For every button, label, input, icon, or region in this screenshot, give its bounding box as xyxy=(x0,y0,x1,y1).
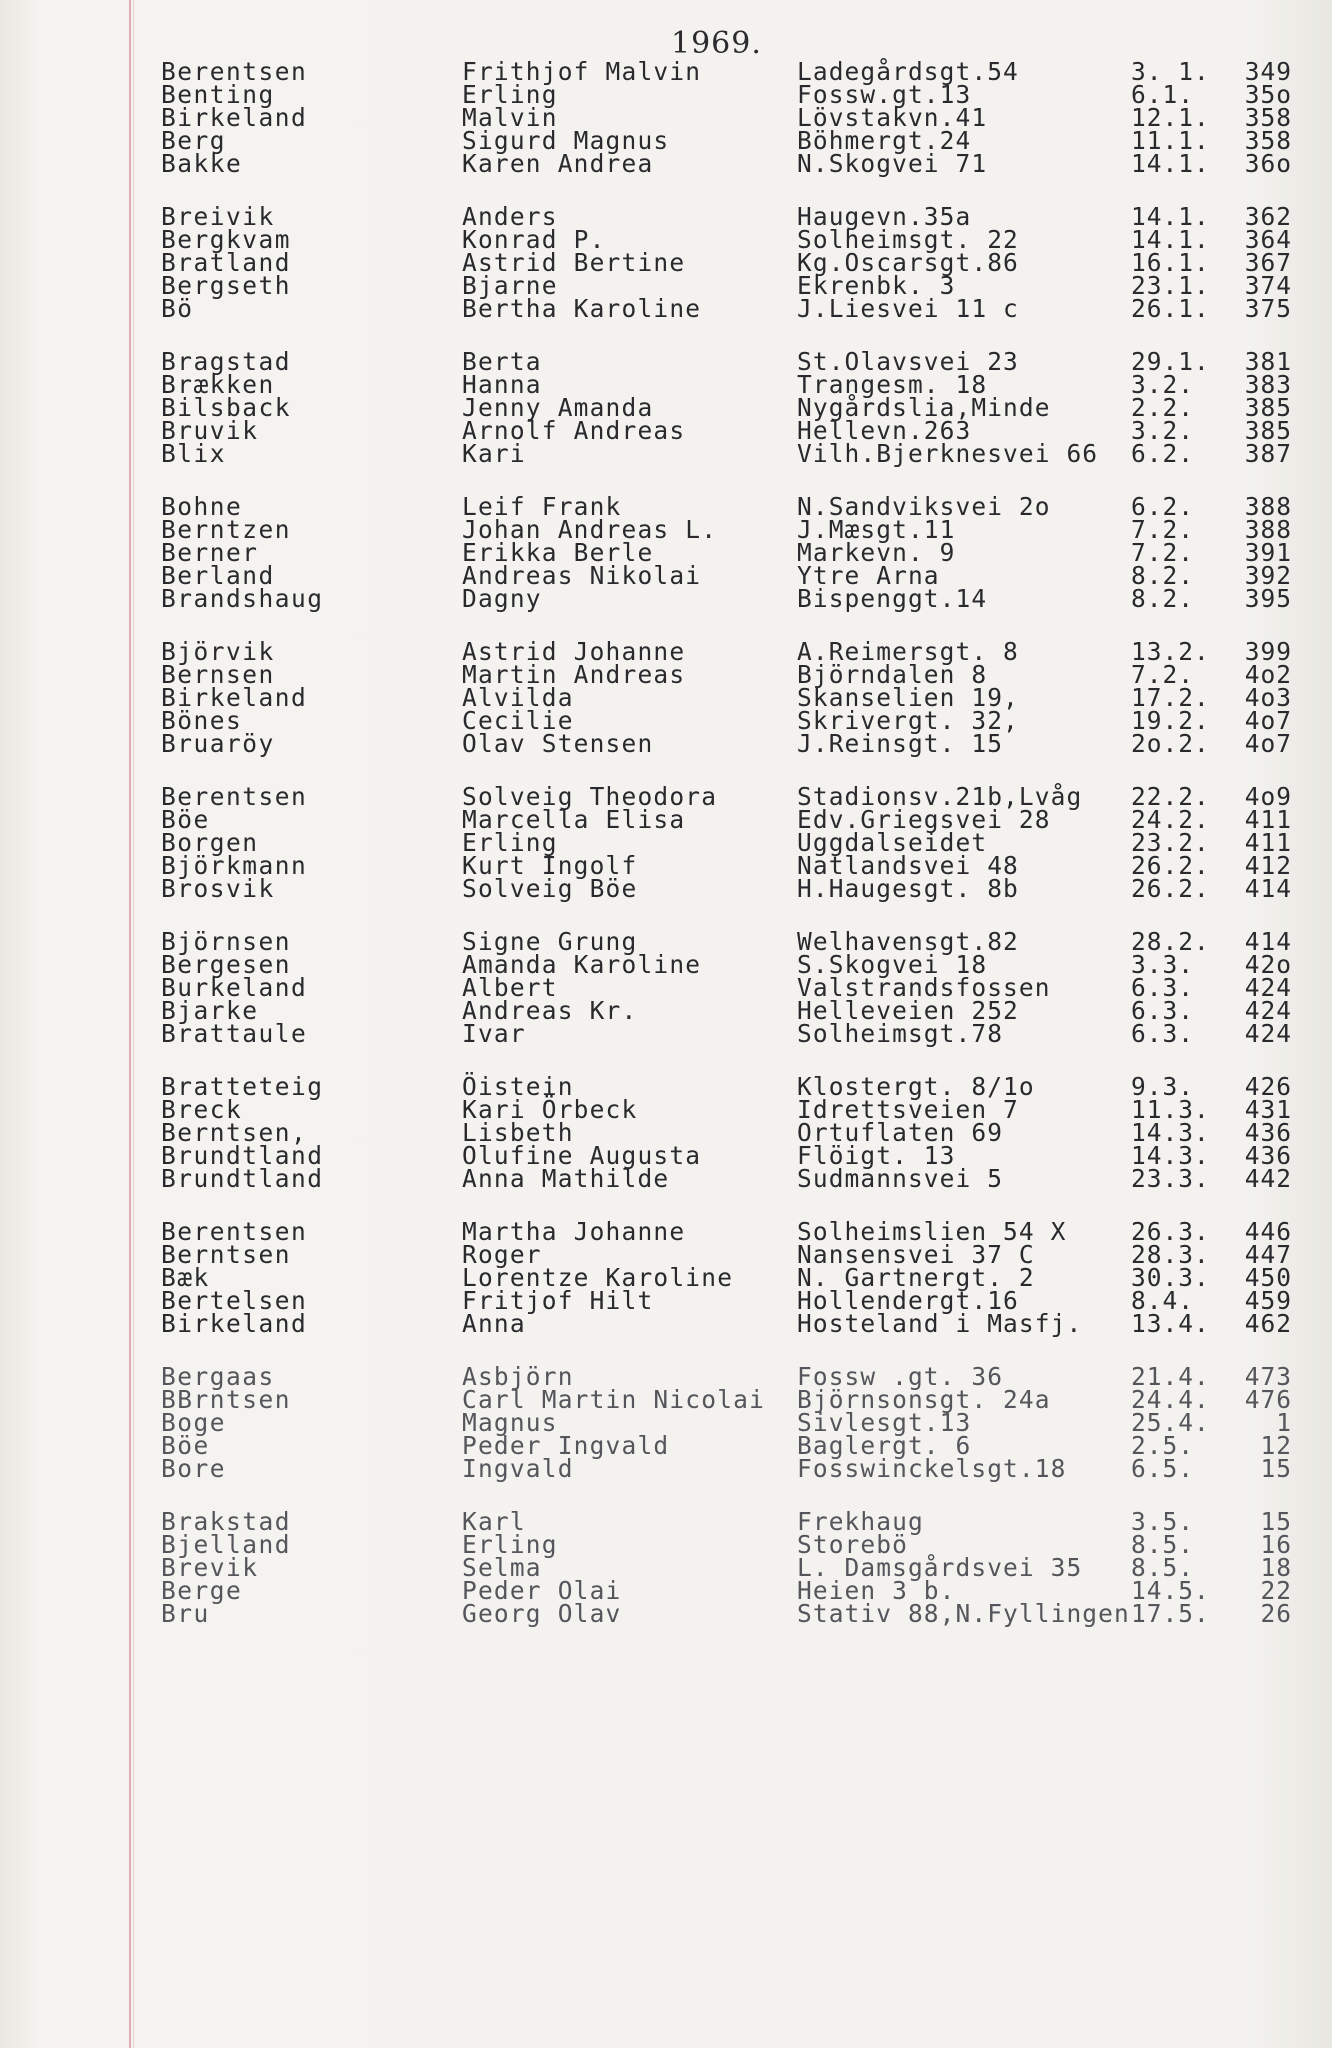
date-cell: 8.5. xyxy=(1131,1553,1195,1582)
address-cell: Klostergt. 8/1o xyxy=(797,1072,1035,1101)
address-cell: Haugevn.35a xyxy=(797,202,972,231)
surname-cell: Bjelland xyxy=(161,1530,292,1559)
entry-number-cell: 391 xyxy=(1244,538,1292,567)
date-cell: 6.2. xyxy=(1131,439,1195,468)
given-names-cell: Lorentze Karoline xyxy=(462,1263,734,1292)
surname-cell: Berentsen xyxy=(161,782,308,811)
date-cell: 3.2. xyxy=(1131,416,1195,445)
entry-number-cell: 424 xyxy=(1244,996,1292,1025)
date-cell: 14.3. xyxy=(1131,1141,1210,1170)
date-cell: 9.3. xyxy=(1131,1072,1195,1101)
surname-cell: Birkeland xyxy=(161,1309,308,1338)
page-year-heading: 1969. xyxy=(671,26,762,61)
entry-number-cell: 387 xyxy=(1244,439,1292,468)
surname-cell: Bæk xyxy=(161,1263,210,1292)
given-names-cell: Anna Mathilde xyxy=(462,1164,670,1193)
surname-cell: Bergaas xyxy=(161,1362,275,1391)
date-cell: 21.4. xyxy=(1131,1362,1210,1391)
date-cell: 2o.2. xyxy=(1131,729,1210,758)
surname-cell: Berentsen xyxy=(161,57,308,86)
entry-number-cell: 4o9 xyxy=(1244,782,1292,811)
address-cell: Uggdalseidet xyxy=(797,828,988,857)
entry-number-cell: 473 xyxy=(1244,1362,1292,1391)
given-names-cell: Konrad P. xyxy=(462,225,606,254)
entry-number-cell: 436 xyxy=(1244,1141,1292,1170)
address-cell: N.Sandviksvei 2o xyxy=(797,492,1051,521)
entry-number-cell: 399 xyxy=(1244,637,1292,666)
given-names-cell: Amanda Karoline xyxy=(462,950,702,979)
entry-number-cell: 349 xyxy=(1244,57,1292,86)
surname-cell: Björkmann xyxy=(161,851,308,880)
date-cell: 8.2. xyxy=(1131,561,1195,590)
entry-number-cell: 412 xyxy=(1244,851,1292,880)
surname-cell: Brakstad xyxy=(161,1507,292,1536)
given-names-cell: Dagny xyxy=(462,584,542,613)
given-names-cell: Asbjörn xyxy=(462,1362,574,1391)
date-cell: 6.3. xyxy=(1131,1019,1195,1048)
surname-cell: Berntsen, xyxy=(161,1118,308,1147)
address-cell: Idrettsveien 7 xyxy=(797,1095,1019,1124)
address-cell: Storebö xyxy=(797,1530,908,1559)
entry-number-cell: 442 xyxy=(1244,1164,1292,1193)
surname-cell: Bjarke xyxy=(161,996,259,1025)
date-cell: 3.5. xyxy=(1131,1507,1195,1536)
surname-cell: Bönes xyxy=(161,706,243,735)
surname-cell: Boge xyxy=(161,1408,227,1437)
date-cell: 26.2. xyxy=(1131,874,1210,903)
date-cell: 11.3. xyxy=(1131,1095,1210,1124)
address-cell: Ortuflaten 69 xyxy=(797,1118,1004,1147)
given-names-cell: Öistein xyxy=(462,1072,574,1101)
given-names-cell: Bertha Karoline xyxy=(462,294,702,323)
address-cell: J.Liesvei 11 c xyxy=(797,294,1019,323)
entry-number-cell: 381 xyxy=(1244,347,1292,376)
ledger-row xyxy=(0,874,1332,904)
given-names-cell: Frithjof Malvin xyxy=(462,57,702,86)
surname-cell: Breck xyxy=(161,1095,243,1124)
entry-number-cell: 35o xyxy=(1244,80,1292,109)
given-names-cell: Erling xyxy=(462,80,558,109)
surname-cell: Bernsen xyxy=(161,660,275,689)
given-names-cell: Arnolf Andreas xyxy=(462,416,686,445)
date-cell: 29.1. xyxy=(1131,347,1210,376)
given-names-cell: Malvin xyxy=(462,103,558,132)
ledger-row xyxy=(0,149,1332,179)
given-names-cell: Solveig Theodora xyxy=(462,782,718,811)
entry-number-cell: 374 xyxy=(1244,271,1292,300)
ledger-row xyxy=(0,439,1332,469)
address-cell: A.Reimersgt. 8 xyxy=(797,637,1019,666)
address-cell: Solheimsgt.78 xyxy=(797,1019,1004,1048)
given-names-cell: Johan Andreas L. xyxy=(462,515,718,544)
address-cell: Sudmannsvei 5 xyxy=(797,1164,1004,1193)
date-cell: 17.5. xyxy=(1131,1599,1210,1628)
entry-number-cell: 388 xyxy=(1244,515,1292,544)
date-cell: 14.1. xyxy=(1131,225,1210,254)
entry-number-cell: 411 xyxy=(1244,828,1292,857)
date-cell: 28.3. xyxy=(1131,1240,1210,1269)
given-names-cell: Olav Stensen xyxy=(462,729,654,758)
surname-cell: Bratland xyxy=(161,248,292,277)
given-names-cell: Anna xyxy=(462,1309,526,1338)
entry-number-cell: 436 xyxy=(1244,1118,1292,1147)
surname-cell: Borgen xyxy=(161,828,259,857)
address-cell: Björndalen 8 xyxy=(797,660,988,689)
given-names-cell: Lisbeth xyxy=(462,1118,574,1147)
address-cell: Fosswinckelsgt.18 xyxy=(797,1454,1067,1483)
address-cell: St.Olavsvei 23 xyxy=(797,347,1019,376)
date-cell: 14.1. xyxy=(1131,202,1210,231)
entry-number-cell: 476 xyxy=(1244,1385,1292,1414)
address-cell: Natlandsvei 48 xyxy=(797,851,1019,880)
surname-cell: Bö xyxy=(161,294,194,323)
surname-cell: Benting xyxy=(161,80,275,109)
address-cell: Skrivergt. 32, xyxy=(797,706,1019,735)
surname-cell: Böe xyxy=(161,1431,210,1460)
ledger-row xyxy=(0,1164,1332,1194)
given-names-cell: Albert xyxy=(462,973,558,1002)
entry-number-cell: 383 xyxy=(1244,370,1292,399)
entry-number-cell: 12 xyxy=(1260,1431,1292,1460)
entry-number-cell: 431 xyxy=(1244,1095,1292,1124)
given-names-cell: Karen Andrea xyxy=(462,149,654,178)
date-cell: 6.1. xyxy=(1131,80,1195,109)
address-cell: Vilh.Bjerknesvei 66 xyxy=(797,439,1099,468)
address-cell: Trangesm. 18 xyxy=(797,370,988,399)
address-cell: N. Gartnergt. 2 xyxy=(797,1263,1035,1292)
date-cell: 3. 1. xyxy=(1131,57,1210,86)
date-cell: 7.2. xyxy=(1131,538,1195,567)
entry-number-cell: 446 xyxy=(1244,1217,1292,1246)
given-names-cell: Carl Martin Nicolai xyxy=(462,1385,766,1414)
address-cell: Markevn. 9 xyxy=(797,538,956,567)
given-names-cell: Erling xyxy=(462,1530,558,1559)
date-cell: 26.2. xyxy=(1131,851,1210,880)
date-cell: 14.1. xyxy=(1131,149,1210,178)
given-names-cell: Solveig Böe xyxy=(462,874,638,903)
address-cell: Böhmergt.24 xyxy=(797,126,972,155)
ledger-row xyxy=(0,1309,1332,1339)
entry-number-cell: 385 xyxy=(1244,393,1292,422)
address-cell: Nygårdslia,Minde xyxy=(797,393,1051,422)
surname-cell: Bergkvam xyxy=(161,225,292,254)
surname-cell: Burkeland xyxy=(161,973,308,1002)
entry-number-cell: 426 xyxy=(1244,1072,1292,1101)
given-names-cell: Anders xyxy=(462,202,558,231)
address-cell: S.Skogvei 18 xyxy=(797,950,988,979)
ledger-row xyxy=(0,1019,1332,1049)
date-cell: 23.2. xyxy=(1131,828,1210,857)
surname-cell: Brevik xyxy=(161,1553,259,1582)
entry-number-cell: 367 xyxy=(1244,248,1292,277)
given-names-cell: Andreas Nikolai xyxy=(462,561,702,590)
date-cell: 14.5. xyxy=(1131,1576,1210,1605)
entry-number-cell: 411 xyxy=(1244,805,1292,834)
entry-number-cell: 450 xyxy=(1244,1263,1292,1292)
ledger-row xyxy=(0,584,1332,614)
given-names-cell: Magnus xyxy=(462,1408,558,1437)
surname-cell: Bilsback xyxy=(161,393,292,422)
given-names-cell: Berta xyxy=(462,347,542,376)
entry-number-cell: 4o3 xyxy=(1244,683,1292,712)
date-cell: 24.4. xyxy=(1131,1385,1210,1414)
entry-number-cell: 462 xyxy=(1244,1309,1292,1338)
surname-cell: Bruaröy xyxy=(161,729,275,758)
date-cell: 13.2. xyxy=(1131,637,1210,666)
given-names-cell: Marcella Elisa xyxy=(462,805,686,834)
given-names-cell: Roger xyxy=(462,1240,542,1269)
address-cell: Ekrenbk. 3 xyxy=(797,271,956,300)
date-cell: 12.1. xyxy=(1131,103,1210,132)
surname-cell: Brandshaug xyxy=(161,584,324,613)
surname-cell: Brundtland xyxy=(161,1164,324,1193)
surname-cell: Berntsen xyxy=(161,1240,292,1269)
entry-number-cell: 392 xyxy=(1244,561,1292,590)
given-names-cell: Alvilda xyxy=(462,683,574,712)
date-cell: 13.4. xyxy=(1131,1309,1210,1338)
surname-cell: Berner xyxy=(161,538,259,567)
address-cell: Stadionsv.21b,Lvåg xyxy=(797,782,1083,811)
address-cell: Bispenggt.14 xyxy=(797,584,988,613)
address-cell: L. Damsgårdsvei 35 xyxy=(797,1553,1083,1582)
given-names-cell: Astrid Johanne xyxy=(462,637,686,666)
address-cell: Kg.Oscarsgt.86 xyxy=(797,248,1019,277)
given-names-cell: Erling xyxy=(462,828,558,857)
date-cell: 2.5. xyxy=(1131,1431,1195,1460)
surname-cell: Blix xyxy=(161,439,227,468)
address-cell: Frekhaug xyxy=(797,1507,924,1536)
address-cell: Baglergt. 6 xyxy=(797,1431,972,1460)
entry-number-cell: 414 xyxy=(1244,927,1292,956)
surname-cell: Brundtland xyxy=(161,1141,324,1170)
date-cell: 7.2. xyxy=(1131,515,1195,544)
entry-number-cell: 358 xyxy=(1244,103,1292,132)
surname-cell: Breivik xyxy=(161,202,275,231)
address-cell: Solheimslien 54 X xyxy=(797,1217,1067,1246)
entry-number-cell: 459 xyxy=(1244,1286,1292,1315)
date-cell: 30.3. xyxy=(1131,1263,1210,1292)
surname-cell: Berge xyxy=(161,1576,243,1605)
entry-number-cell: 362 xyxy=(1244,202,1292,231)
entry-number-cell: 4o7 xyxy=(1244,706,1292,735)
address-cell: Hosteland i Masfj. xyxy=(797,1309,1083,1338)
surname-cell: Brattaule xyxy=(161,1019,308,1048)
address-cell: Hollendergt.16 xyxy=(797,1286,1019,1315)
surname-cell: Böe xyxy=(161,805,210,834)
surname-cell: Brosvik xyxy=(161,874,275,903)
entry-number-cell: 4o2 xyxy=(1244,660,1292,689)
date-cell: 14.3. xyxy=(1131,1118,1210,1147)
surname-cell: Bergseth xyxy=(161,271,292,300)
given-names-cell: Kari xyxy=(462,439,526,468)
date-cell: 24.2. xyxy=(1131,805,1210,834)
date-cell: 23.3. xyxy=(1131,1164,1210,1193)
surname-cell: Bertelsen xyxy=(161,1286,308,1315)
address-cell: Edv.Griegsvei 28 xyxy=(797,805,1051,834)
given-names-cell: Fritjof Hilt xyxy=(462,1286,654,1315)
given-names-cell: Bjarne xyxy=(462,271,558,300)
date-cell: 3.3. xyxy=(1131,950,1195,979)
given-names-cell: Sigurd Magnus xyxy=(462,126,670,155)
address-cell: Flöigt. 13 xyxy=(797,1141,956,1170)
date-cell: 6.5. xyxy=(1131,1454,1195,1483)
surname-cell: Bratteteig xyxy=(161,1072,324,1101)
address-cell: Björnsonsgt. 24a xyxy=(797,1385,1051,1414)
date-cell: 28.2. xyxy=(1131,927,1210,956)
ledger-row xyxy=(0,294,1332,324)
entry-number-cell: 414 xyxy=(1244,874,1292,903)
address-cell: J.Mæsgt.11 xyxy=(797,515,956,544)
entry-number-cell: 395 xyxy=(1244,584,1292,613)
address-cell: Solheimsgt. 22 xyxy=(797,225,1019,254)
address-cell: Skanselien 19, xyxy=(797,683,1019,712)
entry-number-cell: 26 xyxy=(1260,1599,1292,1628)
given-names-cell: Ingvald xyxy=(462,1454,574,1483)
given-names-cell: Hanna xyxy=(462,370,542,399)
given-names-cell: Jenny Amanda xyxy=(462,393,654,422)
date-cell: 8.2. xyxy=(1131,584,1195,613)
given-names-cell: Martha Johanne xyxy=(462,1217,686,1246)
given-names-cell: Karl xyxy=(462,1507,526,1536)
address-cell: J.Reinsgt. 15 xyxy=(797,729,1004,758)
given-names-cell: Erikka Berle xyxy=(462,538,654,567)
surname-cell: Berentsen xyxy=(161,1217,308,1246)
date-cell: 26.1. xyxy=(1131,294,1210,323)
address-cell: Lövstakvn.41 xyxy=(797,103,988,132)
entry-number-cell: 424 xyxy=(1244,1019,1292,1048)
surname-cell: Brækken xyxy=(161,370,275,399)
entry-number-cell: 16 xyxy=(1260,1530,1292,1559)
date-cell: 8.4. xyxy=(1131,1286,1195,1315)
date-cell: 2.2. xyxy=(1131,393,1195,422)
date-cell: 6.3. xyxy=(1131,973,1195,1002)
entry-number-cell: 4o7 xyxy=(1244,729,1292,758)
given-names-cell: Cecilie xyxy=(462,706,574,735)
given-names-cell: Kurt Ingolf xyxy=(462,851,638,880)
surname-cell: Bergesen xyxy=(161,950,292,979)
entry-number-cell: 424 xyxy=(1244,973,1292,1002)
address-cell: Nansensvei 37 C xyxy=(797,1240,1035,1269)
entry-number-cell: 364 xyxy=(1244,225,1292,254)
date-cell: 3.2. xyxy=(1131,370,1195,399)
given-names-cell: Olufine Augusta xyxy=(462,1141,702,1170)
surname-cell: Berg xyxy=(161,126,227,155)
given-names-cell: Peder Ingvald xyxy=(462,1431,670,1460)
entry-number-cell: 18 xyxy=(1260,1553,1292,1582)
given-names-cell: Signe Grung xyxy=(462,927,638,956)
given-names-cell: Leif Frank xyxy=(462,492,622,521)
entry-number-cell: 15 xyxy=(1260,1454,1292,1483)
address-cell: Fossw.gt.13 xyxy=(797,80,972,109)
surname-cell: Bakke xyxy=(161,149,243,178)
address-cell: H.Haugesgt. 8b xyxy=(797,874,1019,903)
date-cell: 19.2. xyxy=(1131,706,1210,735)
entry-number-cell: 22 xyxy=(1260,1576,1292,1605)
date-cell: 7.2. xyxy=(1131,660,1195,689)
surname-cell: Berntzen xyxy=(161,515,292,544)
entry-number-cell: 358 xyxy=(1244,126,1292,155)
entry-number-cell: 388 xyxy=(1244,492,1292,521)
given-names-cell: Astrid Bertine xyxy=(462,248,686,277)
date-cell: 25.4. xyxy=(1131,1408,1210,1437)
surname-cell: Bru xyxy=(161,1599,210,1628)
given-names-cell: Martin Andreas xyxy=(462,660,686,689)
surname-cell: Birkeland xyxy=(161,103,308,132)
surname-cell: BBrntsen xyxy=(161,1385,292,1414)
surname-cell: Bragstad xyxy=(161,347,292,376)
date-cell: 26.3. xyxy=(1131,1217,1210,1246)
ledger-row xyxy=(0,1599,1332,1629)
surname-cell: Bore xyxy=(161,1454,227,1483)
surname-cell: Bruvik xyxy=(161,416,259,445)
address-cell: Fossw .gt. 36 xyxy=(797,1362,1004,1391)
entry-number-cell: 447 xyxy=(1244,1240,1292,1269)
ledger-row xyxy=(0,729,1332,759)
address-cell: Hellevn.263 xyxy=(797,416,972,445)
date-cell: 23.1. xyxy=(1131,271,1210,300)
address-cell: Valstrandsfossen xyxy=(797,973,1051,1002)
entry-number-cell: 15 xyxy=(1260,1507,1292,1536)
date-cell: 11.1. xyxy=(1131,126,1210,155)
surname-cell: Birkeland xyxy=(161,683,308,712)
entry-number-cell: 1 xyxy=(1276,1408,1292,1437)
address-cell: Ytre Arna xyxy=(797,561,940,590)
date-cell: 16.1. xyxy=(1131,248,1210,277)
entry-number-cell: 385 xyxy=(1244,416,1292,445)
address-cell: Welhavensgt.82 xyxy=(797,927,1019,956)
address-cell: Heien 3 b. xyxy=(797,1576,956,1605)
date-cell: 17.2. xyxy=(1131,683,1210,712)
surname-cell: Berland xyxy=(161,561,275,590)
surname-cell: Björvik xyxy=(161,637,275,666)
address-cell: Ladegårdsgt.54 xyxy=(797,57,1019,86)
date-cell: 6.3. xyxy=(1131,996,1195,1025)
date-cell: 8.5. xyxy=(1131,1530,1195,1559)
entry-number-cell: 36o xyxy=(1244,149,1292,178)
given-names-cell: Selma xyxy=(462,1553,542,1582)
date-cell: 22.2. xyxy=(1131,782,1210,811)
given-names-cell: Kari Örbeck xyxy=(462,1095,638,1124)
given-names-cell: Georg Olav xyxy=(462,1599,622,1628)
date-cell: 6.2. xyxy=(1131,492,1195,521)
address-cell: N.Skogvei 71 xyxy=(797,149,988,178)
ledger-row xyxy=(0,1454,1332,1484)
entry-number-cell: 42o xyxy=(1244,950,1292,979)
address-cell: Helleveien 252 xyxy=(797,996,1019,1025)
given-names-cell: Andreas Kr. xyxy=(462,996,638,1025)
surname-cell: Björnsen xyxy=(161,927,292,956)
given-names-cell: Ivar xyxy=(462,1019,526,1048)
entry-number-cell: 375 xyxy=(1244,294,1292,323)
address-cell: Stativ 88,N.Fyllingen xyxy=(797,1599,1130,1628)
given-names-cell: Peder Olai xyxy=(462,1576,622,1605)
surname-cell: Bohne xyxy=(161,492,243,521)
address-cell: Sivlesgt.13 xyxy=(797,1408,972,1437)
